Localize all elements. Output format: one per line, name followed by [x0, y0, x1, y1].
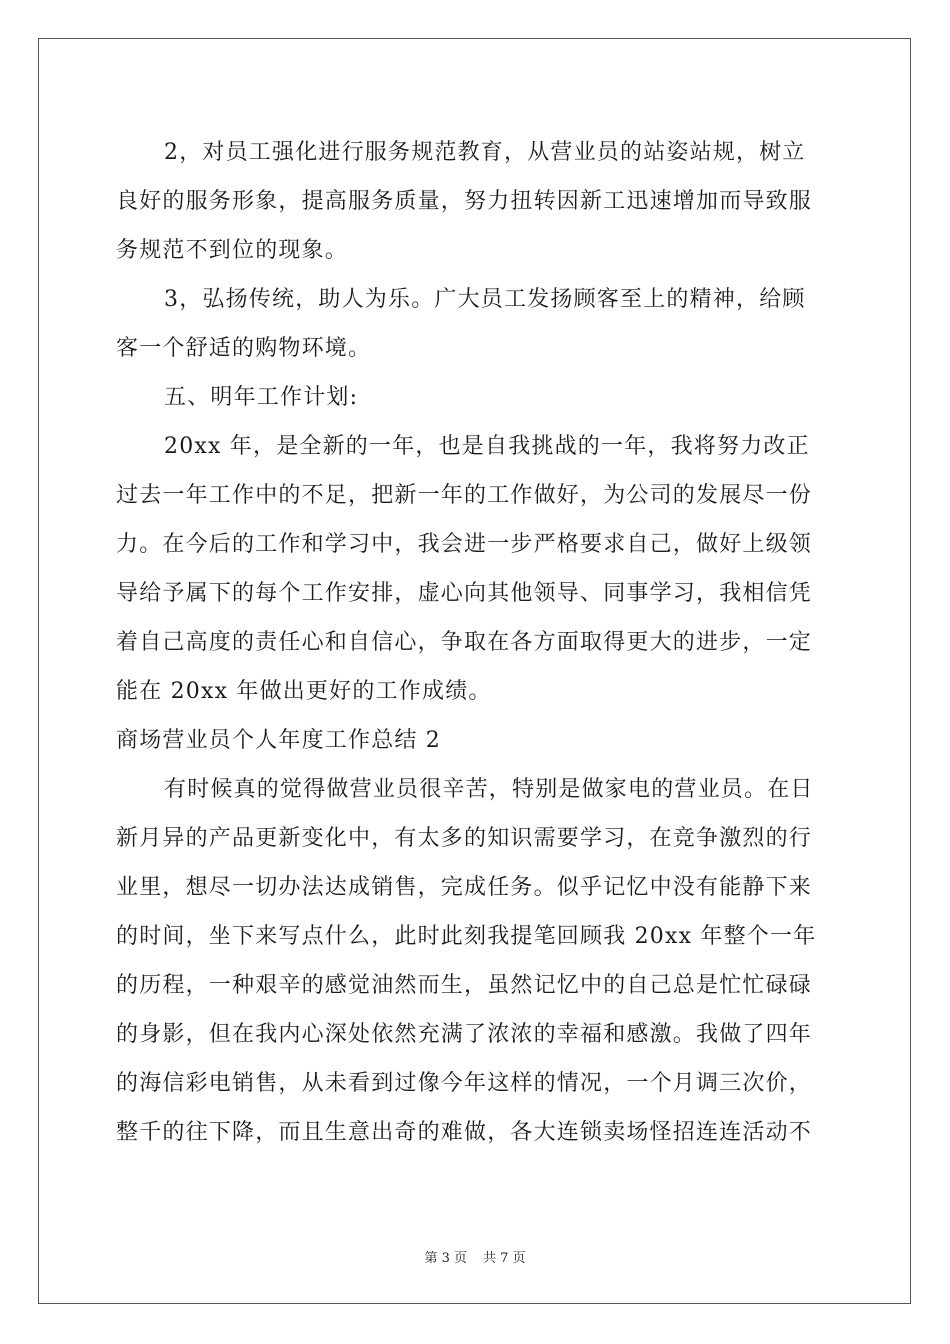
page-number: 第 3 页: [424, 1251, 467, 1266]
text-line: 20xx 年，是全新的一年，也是自我挑战的一年，我将努力改正: [164, 434, 810, 459]
text-line: 客一个舒适的购物环境。: [116, 336, 372, 361]
section-heading: 五、明年工作计划:: [164, 385, 359, 410]
document-body: [116, 128, 832, 1157]
text-line: 有时候真的觉得做营业员很辛苦，特别是做家电的营业员。在日: [164, 777, 814, 802]
text-line: 的时间，坐下来写点什么，此时此刻我提笔回顾我 20xx 年整个一年: [116, 924, 817, 949]
page-footer: [0, 1247, 950, 1266]
text-line: 新月异的产品更新变化中，有太多的知识需要学习，在竞争激烈的行: [116, 826, 813, 851]
text-line: 务规范不到位的现象。: [116, 238, 349, 263]
text-line: 的海信彩电销售，从未看到过像今年这样的情况，一个月调三次价，: [116, 1071, 813, 1096]
text-line: 2，对员工强化进行服务规范教育，从营业员的站姿站规，树立: [164, 140, 806, 165]
text-line: 导给予属下的每个工作安排，虚心向其他领导、同事学习，我相信凭: [116, 581, 813, 606]
page-total: 共 7 页: [483, 1251, 526, 1266]
text-line: 整千的往下降，而且生意出奇的难做，各大连锁卖场怪招连连活动不: [116, 1120, 813, 1145]
text-line: 过去一年工作中的不足，把新一年的工作做好，为公司的发展尽一份: [116, 483, 813, 508]
text-line: 的身影，但在我内心深处依然充满了浓浓的幸福和感激。我做了四年: [116, 1022, 813, 1047]
document-title: 商场营业员个人年度工作总结 2: [116, 728, 441, 753]
text-line: 能在 20xx 年做出更好的工作成绩。: [116, 679, 492, 704]
text-line: 3，弘扬传统，助人为乐。广大员工发扬顾客至上的精神，给顾: [164, 287, 806, 312]
text-line: 业里，想尽一切办法达成销售，完成任务。似乎记忆中没有能静下来: [116, 875, 813, 900]
text-line: 力。在今后的工作和学习中，我会进一步严格要求自己，做好上级领: [116, 532, 813, 557]
text-line: 良好的服务形象，提高服务质量，努力扭转因新工迅速增加而导致服: [116, 189, 813, 214]
text-line: 着自己高度的责任心和自信心，争取在各方面取得更大的进步，一定: [116, 630, 813, 655]
text-line: 的历程，一种艰辛的感觉油然而生，虽然记忆中的自己总是忙忙碌碌: [116, 973, 813, 998]
